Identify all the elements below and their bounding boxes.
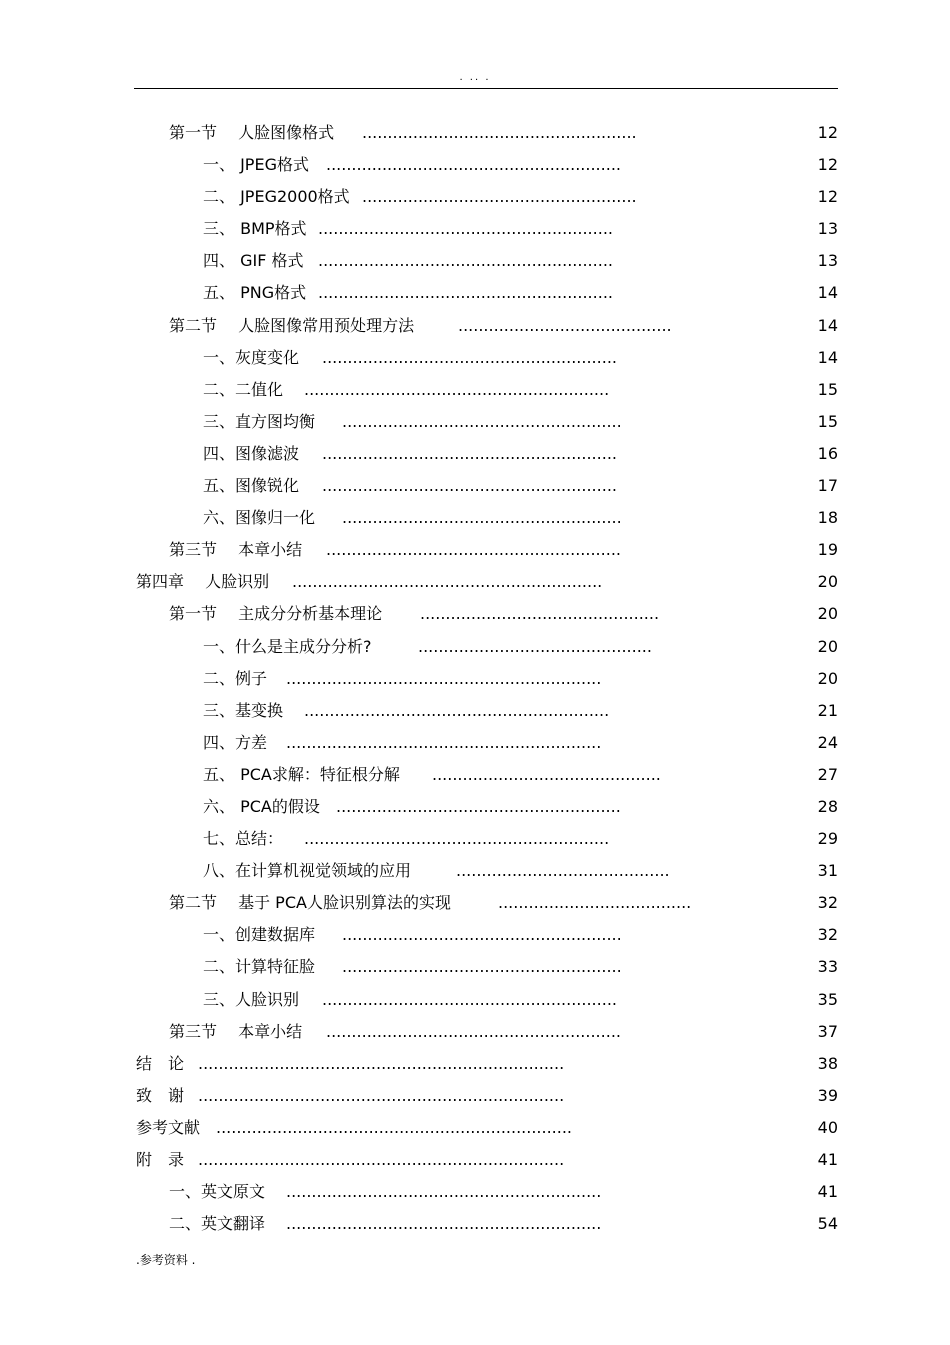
toc-entry[interactable] — [0, 502, 950, 534]
toc-entry[interactable] — [0, 759, 950, 791]
toc-entry-title: 五、图像锐化 — [203, 476, 300, 496]
toc-entry[interactable] — [0, 245, 950, 277]
table-of-contents — [0, 117, 950, 1240]
toc-entry[interactable] — [0, 149, 950, 181]
toc-entry-page-number: 21 — [817, 700, 838, 720]
toc-entry-title: 第三节 本章小结 — [169, 540, 303, 560]
toc-entry-page-number: 38 — [817, 1053, 838, 1073]
toc-dot-leader: ....................................................... — [342, 411, 622, 431]
toc-entry-title: 二、英文翻译 — [169, 1214, 266, 1234]
toc-entry-title: 一、 JPEG格式 — [203, 155, 309, 175]
page-footer: .参考资料 . — [136, 1253, 196, 1267]
toc-entry-page-number: 41 — [817, 1150, 838, 1169]
toc-entry-page-number: 35 — [817, 989, 838, 1009]
toc-entry[interactable] — [0, 374, 950, 406]
toc-entry-title: 结 论 — [136, 1053, 185, 1073]
toc-entry-title: 三、直方图均衡 — [203, 411, 316, 431]
toc-dot-leader: .......................................................... — [326, 1021, 621, 1041]
toc-entry-page-number: 32 — [817, 893, 838, 913]
toc-entry-page-number: 18 — [817, 508, 838, 528]
toc-entry-page-number: 40 — [817, 1117, 838, 1137]
toc-entry-page-number: 28 — [817, 796, 838, 816]
toc-entry-page-number: 14 — [817, 283, 838, 303]
toc-entry-title: 二、计算特征脸 — [203, 957, 316, 977]
toc-entry-page-number: 20 — [817, 636, 838, 656]
toc-entry-page-number: 24 — [817, 732, 838, 752]
toc-entry[interactable] — [0, 1208, 950, 1240]
toc-entry[interactable] — [0, 663, 950, 695]
toc-entry[interactable] — [0, 1176, 950, 1208]
toc-entry-title: 二、二值化 — [203, 379, 284, 399]
toc-entry-page-number: 32 — [817, 925, 838, 945]
toc-entry[interactable] — [0, 277, 950, 309]
toc-entry-page-number: 27 — [817, 764, 838, 784]
toc-entry[interactable] — [0, 566, 950, 598]
toc-entry-page-number: 17 — [817, 476, 838, 496]
toc-entry-title: 四、 GIF 格式 — [203, 251, 304, 271]
toc-dot-leader: ........................................................................ — [198, 1150, 565, 1169]
toc-dot-leader: ...................................................... — [362, 187, 637, 207]
toc-dot-leader: ........................................................................ — [198, 1053, 565, 1073]
toc-entry[interactable] — [0, 631, 950, 663]
toc-entry[interactable] — [0, 887, 950, 919]
toc-dot-leader: ...................................................... — [362, 123, 637, 142]
toc-entry[interactable] — [0, 470, 950, 502]
toc-entry-title: 附 录 — [136, 1150, 185, 1169]
toc-dot-leader: .......................................................... — [322, 443, 617, 463]
toc-dot-leader: ....................................................... — [342, 508, 622, 528]
toc-entry-page-number: 12 — [817, 187, 838, 207]
toc-entry[interactable] — [0, 984, 950, 1016]
toc-entry-title: 四、图像滤波 — [203, 443, 300, 463]
toc-entry-title: 六、图像归一化 — [203, 508, 316, 528]
toc-dot-leader: .......................................................... — [326, 540, 621, 560]
toc-entry[interactable] — [0, 727, 950, 759]
toc-entry[interactable] — [0, 791, 950, 823]
toc-entry-title: 八、在计算机视觉领域的应用 — [203, 861, 412, 881]
toc-entry-title: 一、创建数据库 — [203, 925, 316, 945]
toc-entry-page-number: 31 — [817, 861, 838, 881]
toc-entry-title: 第二节 人脸图像常用预处理方法 — [169, 315, 415, 335]
toc-entry-title: 一、英文原文 — [169, 1182, 266, 1202]
toc-entry-title: 一、灰度变化 — [203, 347, 300, 367]
toc-dot-leader: ............................................. — [432, 764, 661, 784]
toc-entry-page-number: 14 — [817, 315, 838, 335]
toc-dot-leader: ............................................................ — [304, 379, 610, 399]
toc-entry[interactable] — [0, 117, 950, 149]
toc-entry-title: 七、总结： — [203, 829, 284, 849]
toc-entry-title: 二、 JPEG2000格式 — [203, 187, 350, 207]
toc-entry-title: 三、 BMP格式 — [203, 219, 307, 239]
toc-dot-leader: ............................................................ — [304, 829, 610, 849]
toc-entry-page-number: 16 — [817, 443, 838, 463]
toc-entry-page-number: 54 — [817, 1214, 838, 1234]
toc-entry-page-number: 41 — [817, 1182, 838, 1202]
toc-entry-title: 二、例子 — [203, 668, 268, 688]
toc-entry-page-number: 39 — [817, 1085, 838, 1105]
toc-dot-leader: .............................................................. — [286, 732, 602, 752]
toc-entry-page-number: 12 — [817, 123, 838, 142]
toc-entry[interactable] — [0, 695, 950, 727]
toc-dot-leader: .......................................................... — [318, 219, 613, 239]
toc-entry-title: 第一节 主成分分析基本理论 — [169, 604, 383, 624]
toc-entry-page-number: 33 — [817, 957, 838, 977]
toc-dot-leader: ...................................... — [498, 893, 692, 913]
toc-entry[interactable] — [0, 1112, 950, 1144]
page-header: . .. . — [459, 72, 491, 83]
toc-dot-leader: ........................................................ — [336, 796, 621, 816]
toc-dot-leader: .............................................................. — [286, 1182, 602, 1202]
toc-dot-leader: ............................................... — [420, 604, 660, 624]
toc-entry-title: 第三节 本章小结 — [169, 1021, 303, 1041]
toc-entry-page-number: 13 — [817, 219, 838, 239]
toc-dot-leader: .............................................................. — [286, 1214, 602, 1234]
toc-entry-title: 一、什么是主成分分析? — [203, 636, 372, 656]
toc-entry[interactable] — [0, 310, 950, 342]
toc-entry[interactable] — [0, 406, 950, 438]
toc-dot-leader: ....................................................... — [342, 925, 622, 945]
toc-entry-page-number: 15 — [817, 379, 838, 399]
toc-dot-leader: ...................................................................... — [216, 1117, 573, 1137]
toc-entry-title: 第四章 人脸识别 — [136, 572, 270, 592]
toc-dot-leader: .............................................. — [418, 636, 652, 656]
toc-dot-leader: ............................................................. — [292, 572, 603, 592]
toc-dot-leader: .......................................................... — [326, 155, 621, 175]
toc-entry[interactable] — [0, 855, 950, 887]
toc-entry[interactable] — [0, 1080, 950, 1112]
toc-entry[interactable] — [0, 213, 950, 245]
toc-entry-page-number: 15 — [817, 411, 838, 431]
toc-entry-page-number: 29 — [817, 829, 838, 849]
toc-entry-title: 第二节 基于 PCA人脸识别算法的实现 — [169, 893, 451, 913]
toc-dot-leader: ........................................................................ — [198, 1085, 565, 1105]
toc-entry-title: 六、 PCA的假设 — [203, 796, 320, 816]
toc-entry-title: 三、人脸识别 — [203, 989, 300, 1009]
toc-entry-page-number: 12 — [817, 155, 838, 175]
toc-dot-leader: .......................................... — [458, 315, 672, 335]
header-rule — [134, 88, 838, 89]
toc-dot-leader: ............................................................ — [304, 700, 610, 720]
toc-entry-title: 参考文献 — [136, 1117, 201, 1137]
toc-entry-page-number: 20 — [817, 668, 838, 688]
toc-entry-title: 五、 PCA求解：特征根分解 — [203, 764, 400, 784]
toc-entry-page-number: 14 — [817, 347, 838, 367]
toc-entry-page-number: 20 — [817, 572, 838, 592]
toc-entry[interactable] — [0, 919, 950, 951]
toc-entry-title: 致 谢 — [136, 1085, 185, 1105]
toc-entry[interactable] — [0, 534, 950, 566]
toc-entry[interactable] — [0, 951, 950, 983]
toc-entry-title: 三、基变换 — [203, 700, 284, 720]
toc-entry[interactable] — [0, 598, 950, 630]
toc-entry-page-number: 19 — [817, 540, 838, 560]
toc-entry-title: 五、 PNG格式 — [203, 283, 307, 303]
toc-entry[interactable] — [0, 438, 950, 470]
toc-dot-leader: .......................................................... — [322, 347, 617, 367]
toc-entry[interactable] — [0, 1016, 950, 1048]
toc-dot-leader: .............................................................. — [286, 668, 602, 688]
toc-dot-leader: .......................................... — [456, 861, 670, 881]
toc-entry-page-number: 13 — [817, 251, 838, 271]
toc-entry[interactable] — [0, 823, 950, 855]
toc-entry[interactable] — [0, 1048, 950, 1080]
toc-dot-leader: .......................................................... — [318, 283, 613, 303]
toc-entry[interactable] — [0, 342, 950, 374]
toc-dot-leader: .......................................................... — [318, 251, 613, 271]
toc-entry[interactable] — [0, 1144, 950, 1176]
toc-entry-title: 第一节 人脸图像格式 — [169, 123, 335, 142]
toc-dot-leader: .......................................................... — [322, 989, 617, 1009]
toc-entry-page-number: 20 — [817, 604, 838, 624]
toc-entry-title: 四、方差 — [203, 732, 268, 752]
toc-entry-page-number: 37 — [817, 1021, 838, 1041]
toc-dot-leader: ....................................................... — [342, 957, 622, 977]
toc-dot-leader: .......................................................... — [322, 476, 617, 496]
toc-entry[interactable] — [0, 181, 950, 213]
